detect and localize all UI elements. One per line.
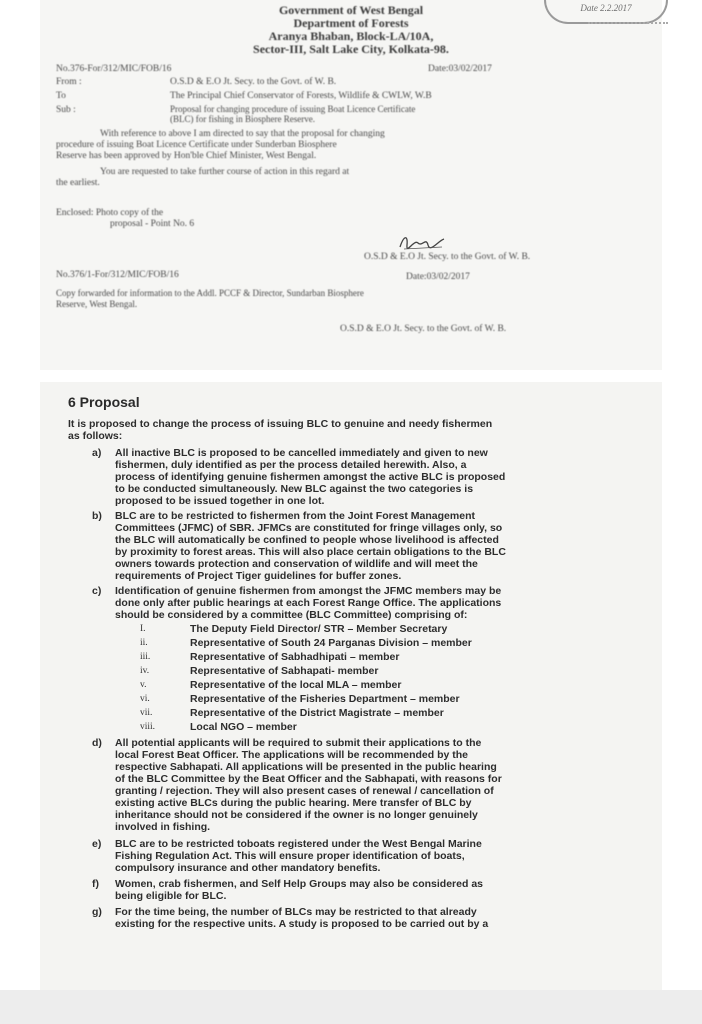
signature-mark	[398, 233, 446, 253]
committee-member-number: vi.	[140, 694, 150, 704]
proposal-intro-line-2: as follows:	[68, 430, 123, 442]
committee-member-number: iii.	[140, 652, 151, 662]
letterhead-line-3: Aranya Bhaban, Block-LA/10A,	[268, 29, 434, 43]
letterhead-line-1: Government of West Bengal	[278, 3, 424, 17]
item-a-line-5: proposed to be issued together in one lot.	[115, 495, 325, 507]
item-a-line-1: All inactive BLC is proposed to be cancelled immediately and given to new	[115, 447, 488, 459]
committee-member-number: viii.	[140, 722, 156, 732]
item-e-line-1: BLC are to be restricted toboats registered under the West Bengal Marine	[115, 838, 482, 850]
body-2-line-1: You are requested to take further course of action in this regard at	[100, 167, 350, 177]
enclosure-line-1: Enclosed: Photo copy of the	[56, 208, 164, 218]
proposal-page	[40, 382, 662, 990]
copy-line-2: Reserve, West Bengal.	[56, 299, 138, 309]
committee-member-number: ii.	[140, 638, 148, 648]
letter-page	[40, 0, 662, 370]
item-d-line-8: involved in fishing.	[115, 821, 211, 833]
item-g-line-1: For the time being, the number of BLCs may be restricted to that already	[115, 906, 477, 918]
subject-line-1: Proposal for changing procedure of issuing Boat Licence Certificate	[170, 104, 416, 114]
page-divider	[0, 370, 702, 382]
item-e-line-2: Fishing Regulation Act. This will ensure proper identification of boats,	[115, 850, 465, 862]
item-d-marker: d)	[92, 737, 102, 749]
committee-member: Representative of Sabhadhipati – member	[190, 651, 400, 663]
from-label: From :	[56, 77, 82, 87]
received-stamp: Date 2.2.2017	[544, 0, 668, 24]
item-b-line-6: requirements of Project Tiger guidelines for buffer zones.	[115, 570, 402, 582]
to-label: To	[56, 91, 66, 101]
signatory-1: O.S.D & E.O Jt. Secy. to the Govt. of W. B.	[364, 252, 531, 262]
committee-member-number: iv.	[140, 666, 150, 676]
item-d-line-6: existing active BLCs during the public hearing. Mere transfer of BLC by	[115, 797, 472, 809]
body-1-line-3: Reserve has been approved by Hon'ble Chief Minister, West Bengal.	[56, 151, 317, 161]
committee-member: Representative of the local MLA – member	[190, 679, 402, 691]
proposal-title: 6 Proposal	[68, 394, 140, 410]
to-value: The Principal Chief Conservator of Forests, Wildlife & CWLW, W.B	[170, 91, 432, 101]
committee-member-number: v.	[140, 680, 147, 690]
bottom-margin	[0, 990, 702, 1024]
committee-member: Local NGO – member	[190, 721, 297, 733]
item-b-line-3: the BLC will automatically be confined to people whose livelihood is affected	[115, 534, 499, 546]
item-g-line-2: existing for the respective units. A study is proposed to be carried out by a	[115, 918, 489, 930]
letterhead-line-2: Department of Forests	[293, 16, 409, 30]
item-e-marker: e)	[92, 838, 102, 850]
item-f-marker: f)	[92, 878, 99, 890]
from-value: O.S.D & E.O Jt. Secy. to the Govt. of W. B.	[170, 77, 337, 87]
item-c-line-2: done only after public hearings at each Forest Range Office. The applications	[115, 597, 502, 609]
item-b-line-1: BLC are to be restricted to fishermen from the Joint Forest Management	[115, 510, 475, 522]
committee-member: Representative of the District Magistrate – member	[190, 707, 444, 719]
letterhead-line-4: Sector-III, Salt Lake City, Kolkata-98.	[253, 42, 449, 56]
subject-label: Sub :	[56, 105, 76, 115]
item-d-line-3: respective Sabhapati. All applications will be presented in the public hearing	[115, 761, 497, 773]
item-d-line-2: local Forest Beat Officer. The applications will be recommended by the	[115, 749, 469, 761]
signatory-2: O.S.D & E.O Jt. Secy. to the Govt. of W. B.	[340, 324, 507, 334]
committee-member: Representative of Sabhapati- member	[190, 665, 379, 677]
body-1-line-2: procedure of issuing Boat Licence Certificate under Sunderban Biosphere	[56, 140, 337, 150]
committee-member: Representative of South 24 Parganas Division – member	[190, 637, 472, 649]
item-d-line-7: inheritance should not be considered if the owner is no longer genuinely	[115, 809, 478, 821]
committee-member-number: I.	[140, 624, 146, 634]
item-b-line-4: by proximity to forest areas. This will also place certain obligations to the BLC	[115, 546, 506, 558]
memo-number: No.376-For/312/MIC/FOB/16	[56, 64, 172, 74]
enclosure-line-2: proposal - Point No. 6	[110, 219, 195, 229]
item-b-line-2: Committees (JFMC) of SBR. JFMCs are constituted for fringe villages only, so	[115, 522, 503, 534]
item-c-marker: c)	[92, 585, 102, 597]
item-a-line-4: to be conducted simultaneously. New BLC against the two categories is	[115, 483, 474, 495]
item-e-line-3: compulsory insurance and other mandatory benefits.	[115, 862, 381, 874]
body-2-line-2: the earliest.	[56, 178, 100, 188]
proposal-intro-line-1: It is proposed to change the process of issuing BLC to genuine and needy fishermen	[68, 418, 493, 430]
memo-number-2: No.376/1-For/312/MIC/FOB/16	[56, 270, 179, 280]
body-1-line-1: With reference to above I am directed to say that the proposal for changing	[100, 129, 385, 139]
item-g-marker: g)	[92, 906, 102, 918]
item-a-marker: a)	[92, 447, 102, 459]
committee-member: The Deputy Field Director/ STR – Member Secretary	[190, 623, 448, 635]
item-a-line-3: process of identifying genuine fishermen amongst the active BLC is proposed	[115, 471, 506, 483]
memo-date: Date:03/02/2017	[428, 64, 492, 74]
item-f-line-1: Women, crab fishermen, and Self Help Groups may also be considered as	[115, 878, 483, 890]
item-d-line-5: granting / rejection. They will also present cases of renewal / cancellation of	[115, 785, 494, 797]
subject-line-2: (BLC) for fishing in Biosphere Reserve.	[170, 114, 315, 124]
item-f-line-2: being eligible for BLC.	[115, 890, 227, 902]
item-a-line-2: fishermen, duly identified as per the process detailed herewith. Also, a	[115, 459, 467, 471]
item-c-line-3: should be considered by a committee (BLC Committee) comprising of:	[115, 609, 468, 621]
committee-member-number: vii.	[140, 708, 153, 718]
committee-member: Representative of the Fisheries Department – member	[190, 693, 460, 705]
item-d-line-1: All potential applicants will be required to submit their applications to the	[115, 737, 482, 749]
memo-date-2: Date:03/02/2017	[406, 272, 470, 282]
item-b-line-5: owners towards protection and conservation of wildlife and will meet the	[115, 558, 478, 570]
item-b-marker: b)	[92, 510, 102, 522]
copy-line-1: Copy forwarded for information to the Addl. PCCF & Director, Sundarban Biosphere	[56, 288, 364, 298]
item-c-line-1: Identification of genuine fishermen from amongst the JFMC members may be	[115, 585, 502, 597]
item-d-line-4: of the BLC Committee by the Beat Officer and the Sabhapati, with reasons for	[115, 773, 502, 785]
